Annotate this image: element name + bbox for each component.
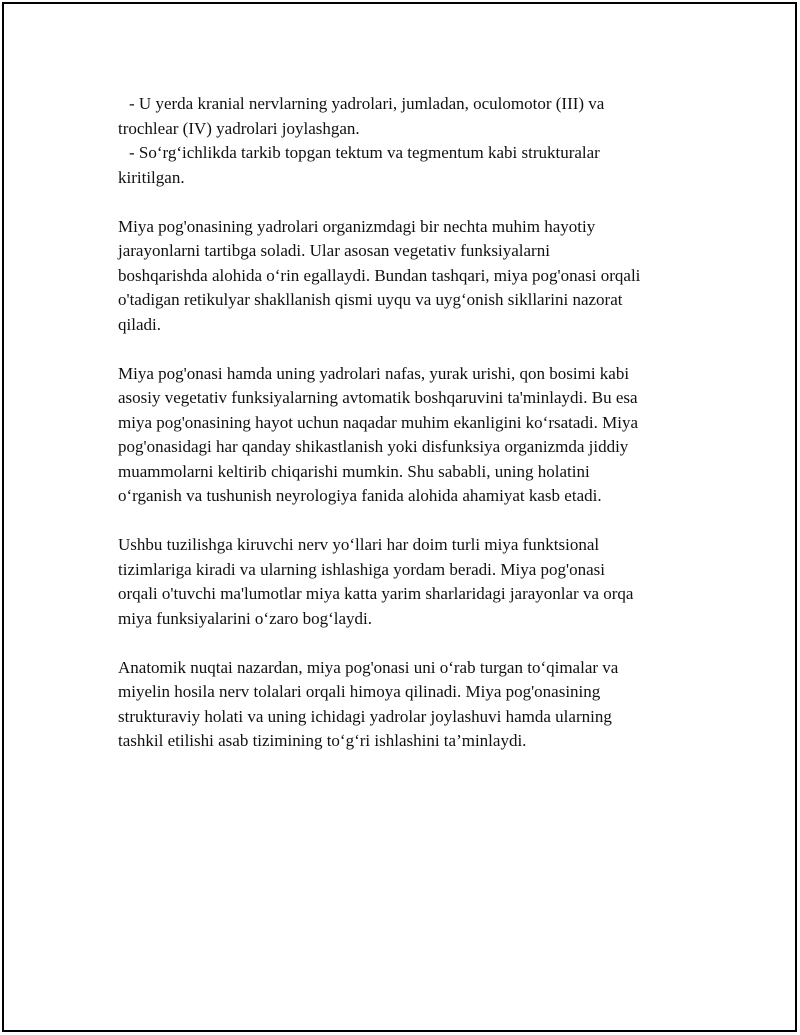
- bullet-line: kiritilgan.: [118, 167, 185, 187]
- paragraph-line: Miya pog'onasining yadrolari organizmdagi bir nechta muhim hayotiy: [118, 216, 596, 236]
- bullet-line: - U yerda kranial nervlarning yadrolari, jumladan, oculomotor (III) va: [129, 94, 605, 113]
- paragraph-line: tashkil etilishi asab tizimining to‘g‘ri ishlashini ta’minlaydi.: [118, 731, 527, 750]
- paragraph-line: miya funksiyalarini o‘zaro bog‘laydi.: [118, 608, 372, 628]
- paragraph-line: o'tadigan retikulyar shakllanish qismi uyqu va uyg‘onish sikllarini nazorat: [118, 290, 623, 309]
- paragraph-line: orqali o'tuvchi ma'lumotlar miya katta yarim sharlaridagi jarayonlar va orqa: [118, 584, 634, 603]
- paragraph-line: Ushbu tuzilishga kiruvchi nerv yo‘llari har doim turli miya funktsional: [118, 535, 600, 554]
- paragraph: [118, 362, 698, 509]
- paragraph-line: qiladi.: [118, 314, 161, 334]
- paragraph-line: asosiy vegetativ funksiyalarning avtomatik boshqaruvini ta'minlaydi. Bu esa: [118, 388, 638, 407]
- paragraph-line: Miya pog'onasi hamda uning yadrolari nafas, yurak urishi, qon bosimi kabi: [118, 363, 630, 383]
- paragraph-line: miya pog'onasining hayot uchun naqadar muhim ekanligini ko‘rsatadi. Miya: [118, 412, 639, 432]
- bullet-line: trochlear (IV) yadrolari joylashgan.: [118, 118, 360, 138]
- paragraph-line: miyelin hosila nerv tolalari orqali himoya qilinadi. Miya pog'onasining: [118, 682, 601, 701]
- paragraph: [118, 533, 698, 631]
- paragraph: [118, 656, 698, 754]
- paragraph-line: Anatomik nuqtai nazardan, miya pog'onasi uni o‘rab turgan to‘qimalar va: [118, 657, 619, 677]
- paragraph-line: pog'onasidagi har qanday shikastlanish yoki disfunksiya organizmda jiddiy: [118, 437, 629, 456]
- paragraph-line: boshqarishda alohida o‘rin egallaydi. Bundan tashqari, miya pog'onasi orqali: [118, 265, 641, 285]
- document-body: [118, 92, 698, 778]
- paragraph-line: o‘rganish va tushunish neyrologiya fanida alohida ahamiyat kasb etadi.: [118, 486, 602, 505]
- paragraph-line: jarayonlarni tartibga soladi. Ular asosan vegetativ funksiyalarni: [118, 241, 550, 260]
- bullet-list: [118, 92, 698, 190]
- paragraph: [118, 215, 698, 338]
- paragraph-line: muammolarni keltirib chiqarishi mumkin. Shu sababli, uning holatini: [118, 461, 590, 481]
- paragraph-line: strukturaviy holati va uning ichidagi yadrolar joylashuvi hamda ularning: [118, 706, 612, 726]
- paragraph-line: tizimlariga kiradi va ularning ishlashiga yordam beradi. Miya pog'onasi: [118, 559, 605, 579]
- bullet-line: - So‘rg‘ichlikda tarkib topgan tektum va tegmentum kabi strukturalar: [129, 143, 600, 162]
